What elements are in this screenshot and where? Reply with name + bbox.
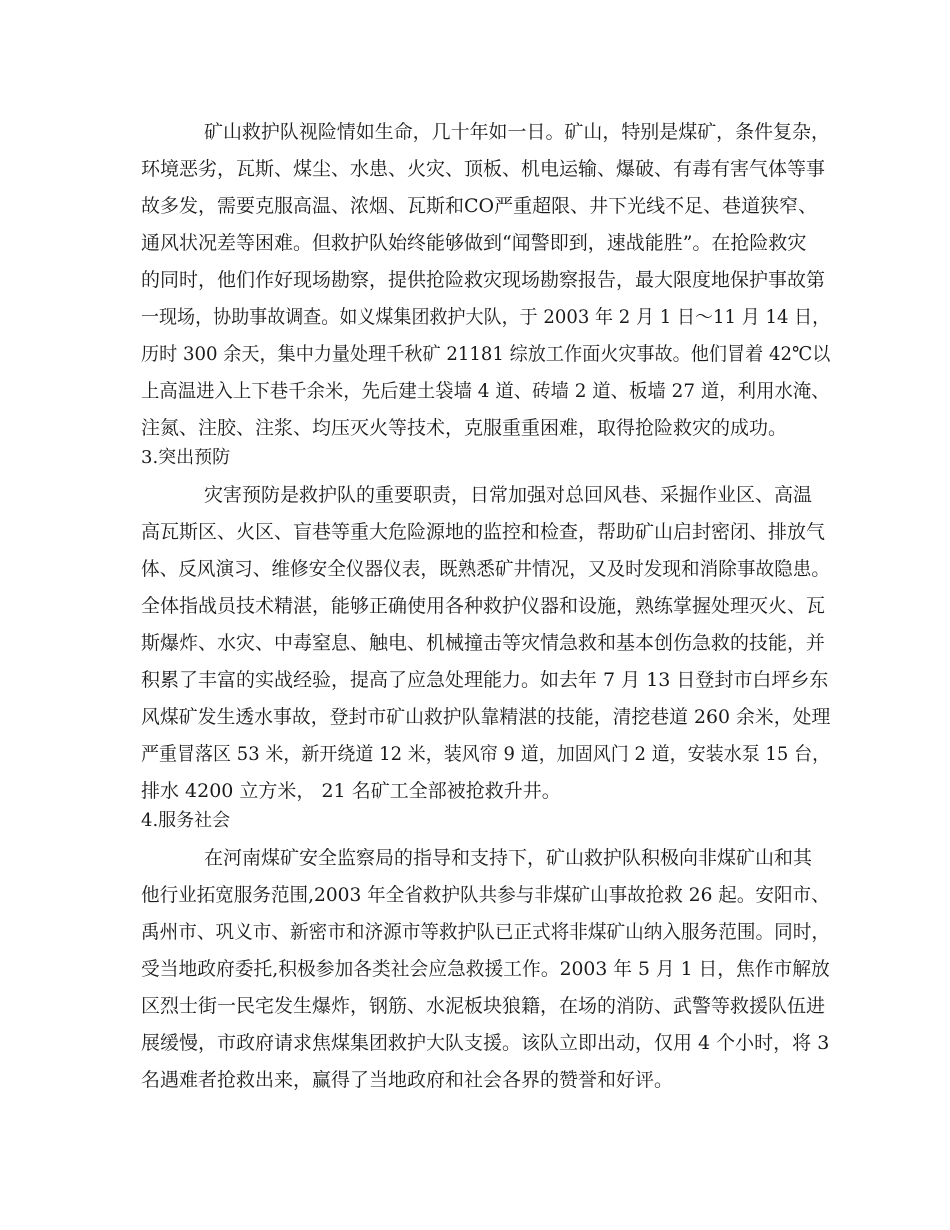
paragraph-2-line-5: 斯爆炸、水灾、中毒窒息、触电、机械撞击等灾情急救和基本创伤急救的技能，并 <box>141 632 826 654</box>
paragraph-2-line-2: 高瓦斯区、火区、盲巷等重大危险源地的监控和检查，帮助矿山启封密闭、排放气 <box>141 521 826 543</box>
paragraph-3-line-2: 他行业拓宽服务范围,2003 年全省救护队共参与非煤矿山事故抢救 26 起。安阳市、 <box>141 884 830 906</box>
paragraph-1-line-2: 环境恶劣，瓦斯、煤尘、水患、火灾、顶板、机电运输、爆破、有毒有害气体等事 <box>141 158 826 180</box>
paragraph-3-line-3: 禹州市、巩义市、新密市和济源市等救护队已正式将非煤矿山纳入服务范围。同时， <box>141 921 831 943</box>
paragraph-2-line-8: 严重冒落区 53 米，新开绕道 12 米，装风帘 9 道，加固风门 2 道，安装水泵 15 台， <box>141 743 831 765</box>
paragraph-1-line-8: 上高温进入上下巷千余米，先后建土袋墙 4 道、砖墙 2 道、板墙 27 道，利用水淹、 <box>141 380 830 402</box>
paragraph-3-line-1: 在河南煤矿安全监察局的指导和支持下，矿山救护队积极向非煤矿山和其 <box>204 847 813 869</box>
paragraph-1-line-5: 的同时，他们作好现场勘察，提供抢险救灾现场勘察报告，最大限度地保护事故第 <box>141 269 826 291</box>
paragraph-1-line-4: 通风状况差等困难。但救护队始终能够做到“闻警即到，速战能胜”。在抢险救灾 <box>141 232 807 254</box>
paragraph-2-line-9: 排水 4200 立方米， 21 名矿工全部被抢救升井。 <box>141 780 561 802</box>
paragraph-2-line-6: 积累了丰富的实战经验，提高了应急处理能力。如去年 7 月 13 日登封市白坪乡东 <box>141 669 829 691</box>
paragraph-3-line-6: 展缓慢，市政府请求焦煤集团救护大队支援。该队立即出动，仅用 4 个小时，将 3 <box>141 1032 830 1054</box>
paragraph-1-line-1: 矿山救护队视险情如生命，几十年如一日。矿山，特别是煤矿，条件复杂， <box>204 121 831 143</box>
paragraph-3-line-5: 区烈士街一民宅发生爆炸，钢筋、水泥板块狼籍，在场的消防、武警等救援队伍进 <box>141 995 826 1017</box>
section-heading-service: 4.服务社会 <box>141 810 231 831</box>
paragraph-3-line-4: 受当地政府委托,积极参加各类社会应急救援工作。2003 年 5 月 1 日，焦作市解放 <box>141 958 830 980</box>
paragraph-2-line-1: 灾害预防是救护队的重要职责，日常加强对总回风巷、采掘作业区、高温 <box>204 484 813 506</box>
paragraph-1-line-7: 历时 300 余天，集中力量处理千秋矿 21181 综放工作面火灾事故。他们冒着 42℃以 <box>141 343 831 365</box>
paragraph-2-line-7: 风煤矿发生透水事故，登封市矿山救护队靠精湛的技能，清挖巷道 260 余米，处理 <box>141 706 831 728</box>
paragraph-1-line-3: 故多发，需要克服高温、浓烟、瓦斯和CO严重超限、井下光线不足、巷道狭窄、 <box>141 195 818 217</box>
section-heading-prevention: 3.突出预防 <box>141 447 231 468</box>
paragraph-3-line-7: 名遇难者抢救出来，赢得了当地政府和社会各界的赞誉和好评。 <box>141 1069 674 1091</box>
paragraph-2-line-4: 全体指战员技术精湛，能够正确使用各种救护仪器和设施，熟练掌握处理灭火、瓦 <box>141 595 826 617</box>
paragraph-2-line-3: 体、反风演习、维修安全仪器仪表，既熟悉矿井情况，又及时发现和消除事故隐患。 <box>141 558 831 580</box>
paragraph-1-line-6: 一现场，协助事故调查。如义煤集团救护大队，于 2003 年 2 月 1 日～11 月 14 日， <box>141 306 831 328</box>
paragraph-1-line-9: 注氮、注胶、注浆、均压灭火等技术，克服重重困难，取得抢险救灾的成功。 <box>141 417 788 439</box>
